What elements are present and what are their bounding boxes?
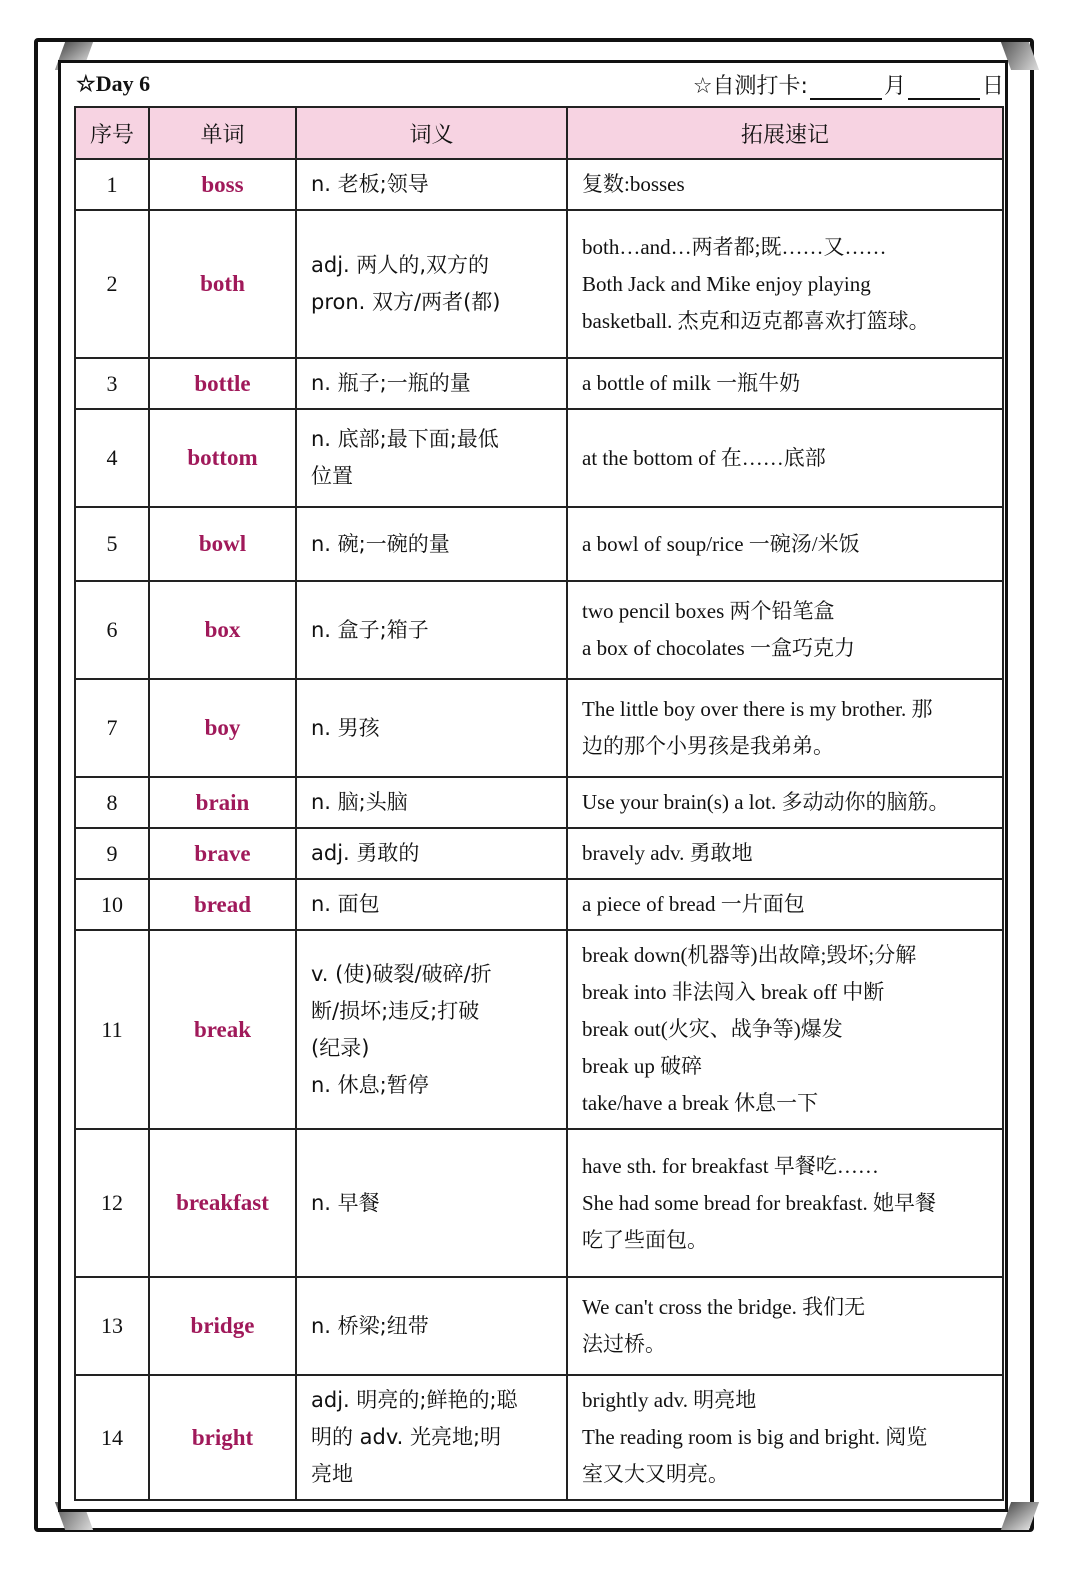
extension-line: The reading room is big and bright. 阅览 [582, 1425, 928, 1449]
extension-notes [567, 1129, 1003, 1277]
extension-line: break into 非法闯入 break off 中断 [582, 980, 885, 1004]
extension-line: The little boy over there is my brother. 那 [582, 697, 933, 721]
word-meaning [296, 679, 567, 777]
vocab-word: bread [149, 879, 296, 930]
meaning-line: adj. 明亮的;鲜艳的;聪 [311, 1388, 518, 1412]
extension-line: We can't cross the bridge. 我们无 [582, 1295, 866, 1319]
meaning-line: n. 男孩 [311, 715, 380, 740]
row-number: 13 [75, 1277, 149, 1375]
meaning-line: n. 瓶子;一瓶的量 [311, 371, 471, 395]
month-blank[interactable] [810, 76, 882, 100]
extension-line: Both Jack and Mike enjoy playing [582, 271, 871, 296]
extension-notes [567, 409, 1003, 507]
extension-notes [567, 210, 1003, 358]
vocab-word: bowl [149, 507, 296, 581]
word-meaning [296, 507, 567, 581]
vocab-word: break [149, 930, 296, 1129]
extension-notes [567, 507, 1003, 581]
meaning-line: v. (使)破裂/破碎/折 [311, 961, 492, 986]
meaning-line: adj. 两人的,双方的 [311, 253, 490, 277]
table-row [75, 1375, 1003, 1500]
word-meaning [296, 777, 567, 828]
extension-notes [567, 581, 1003, 679]
vocab-word: bottom [149, 409, 296, 507]
extension-line: a bottle of milk 一瓶牛奶 [582, 371, 801, 395]
table-row [75, 777, 1003, 828]
day-label: 日 [981, 73, 1004, 99]
vocab-word: breakfast [149, 1129, 296, 1277]
row-number: 9 [75, 828, 149, 879]
extension-line: both…and…两者都;既……又…… [582, 234, 887, 259]
extension-line: break out(火灾、战争等)爆发 [582, 1017, 843, 1041]
extension-line: a piece of bread 一片面包 [582, 892, 805, 916]
meaning-line: n. 脑;头脑 [311, 790, 408, 814]
extension-notes [567, 679, 1003, 777]
extension-line: basketball. 杰克和迈克都喜欢打篮球。 [582, 308, 930, 333]
extension-line: at the bottom of 在……底部 [582, 445, 826, 470]
row-number: 6 [75, 581, 149, 679]
extension-line: 室又大又明亮。 [582, 1462, 729, 1486]
word-meaning [296, 210, 567, 358]
extension-notes [567, 879, 1003, 930]
meaning-line: n. 老板;领导 [311, 172, 429, 196]
row-number: 5 [75, 507, 149, 581]
table-header-row [75, 107, 1003, 159]
column-header-word: 单词 [149, 107, 296, 159]
meaning-line: n. 桥梁;纽带 [311, 1313, 429, 1338]
extension-line: 吃了些面包。 [582, 1227, 708, 1252]
checkin-label: ☆自测打卡: [692, 73, 808, 99]
table-row [75, 159, 1003, 210]
extension-line: brightly adv. 明亮地 [582, 1388, 757, 1412]
row-number: 11 [75, 930, 149, 1129]
word-meaning [296, 1375, 567, 1500]
header-bar [76, 64, 1004, 104]
meaning-line: (纪录) [311, 1035, 370, 1060]
meaning-line: n. 早餐 [311, 1190, 380, 1215]
day-title: ☆Day 6 [76, 71, 151, 96]
month-label: 月 [883, 73, 906, 99]
extension-notes [567, 930, 1003, 1129]
extension-notes [567, 159, 1003, 210]
meaning-line: n. 盒子;箱子 [311, 617, 429, 642]
meaning-line: n. 面包 [311, 892, 380, 916]
table-row [75, 879, 1003, 930]
word-meaning [296, 828, 567, 879]
extension-notes [567, 358, 1003, 409]
table-row [75, 409, 1003, 507]
extension-line: bravely adv. 勇敢地 [582, 841, 753, 865]
extension-line: two pencil boxes 两个铅笔盒 [582, 599, 835, 623]
meaning-line: 断/损坏;违反;打破 [311, 998, 480, 1023]
vocab-word: bright [149, 1375, 296, 1500]
table-row [75, 828, 1003, 879]
vocab-word: bridge [149, 1277, 296, 1375]
meaning-line: 明的 adv. 光亮地;明 [311, 1425, 502, 1449]
extension-line: Use your brain(s) a lot. 多动动你的脑筋。 [582, 790, 950, 814]
meaning-line: pron. 双方/两者(都) [311, 290, 501, 314]
row-number: 3 [75, 358, 149, 409]
vocab-word: boss [149, 159, 296, 210]
table-row [75, 930, 1003, 1129]
row-number: 1 [75, 159, 149, 210]
extension-notes [567, 1375, 1003, 1500]
vocab-word: bottle [149, 358, 296, 409]
word-meaning [296, 1277, 567, 1375]
extension-line: a box of chocolates 一盒巧克力 [582, 636, 855, 660]
row-number: 12 [75, 1129, 149, 1277]
extension-line: 法过桥。 [582, 1332, 666, 1356]
vocab-word: brave [149, 828, 296, 879]
row-number: 7 [75, 679, 149, 777]
extension-line: break up 破碎 [582, 1054, 703, 1078]
vocab-word: brain [149, 777, 296, 828]
row-number: 8 [75, 777, 149, 828]
extension-line: have sth. for breakfast 早餐吃…… [582, 1153, 879, 1178]
meaning-line: 位置 [311, 464, 353, 488]
meaning-line: 亮地 [311, 1462, 353, 1486]
word-meaning [296, 581, 567, 679]
word-meaning [296, 358, 567, 409]
self-test-checkin [693, 69, 1004, 100]
vocab-word: both [149, 210, 296, 358]
column-header-extension: 拓展速记 [567, 107, 1003, 159]
extension-line: She had some bread for breakfast. 她早餐 [582, 1190, 936, 1215]
meaning-line: n. 底部;最下面;最低 [311, 427, 499, 451]
table-row [75, 507, 1003, 581]
table-row [75, 679, 1003, 777]
extension-line: take/have a break 休息一下 [582, 1091, 819, 1115]
table-row [75, 1129, 1003, 1277]
meaning-line: adj. 勇敢的 [311, 841, 420, 865]
word-meaning [296, 879, 567, 930]
word-meaning [296, 409, 567, 507]
table-row [75, 358, 1003, 409]
extension-line: break down(机器等)出故障;毁坏;分解 [582, 943, 917, 967]
extension-notes [567, 1277, 1003, 1375]
table-row [75, 581, 1003, 679]
column-header-number: 序号 [75, 107, 149, 159]
table-row [75, 210, 1003, 358]
column-header-meaning: 词义 [296, 107, 567, 159]
row-number: 10 [75, 879, 149, 930]
extension-line: a bowl of soup/rice 一碗汤/米饭 [582, 531, 860, 556]
vocab-word: boy [149, 679, 296, 777]
day-blank[interactable] [908, 76, 980, 100]
extension-notes [567, 777, 1003, 828]
vocab-word: box [149, 581, 296, 679]
vocabulary-table [74, 106, 1004, 1501]
word-meaning [296, 159, 567, 210]
table-row [75, 1277, 1003, 1375]
word-meaning [296, 1129, 567, 1277]
meaning-line: n. 碗;一碗的量 [311, 531, 450, 556]
row-number: 2 [75, 210, 149, 358]
word-meaning [296, 930, 567, 1129]
extension-line: 复数:bosses [582, 172, 685, 196]
extension-line: 边的那个小男孩是我弟弟。 [582, 734, 834, 758]
meaning-line: n. 休息;暂停 [311, 1072, 429, 1097]
extension-notes [567, 828, 1003, 879]
row-number: 4 [75, 409, 149, 507]
row-number: 14 [75, 1375, 149, 1500]
